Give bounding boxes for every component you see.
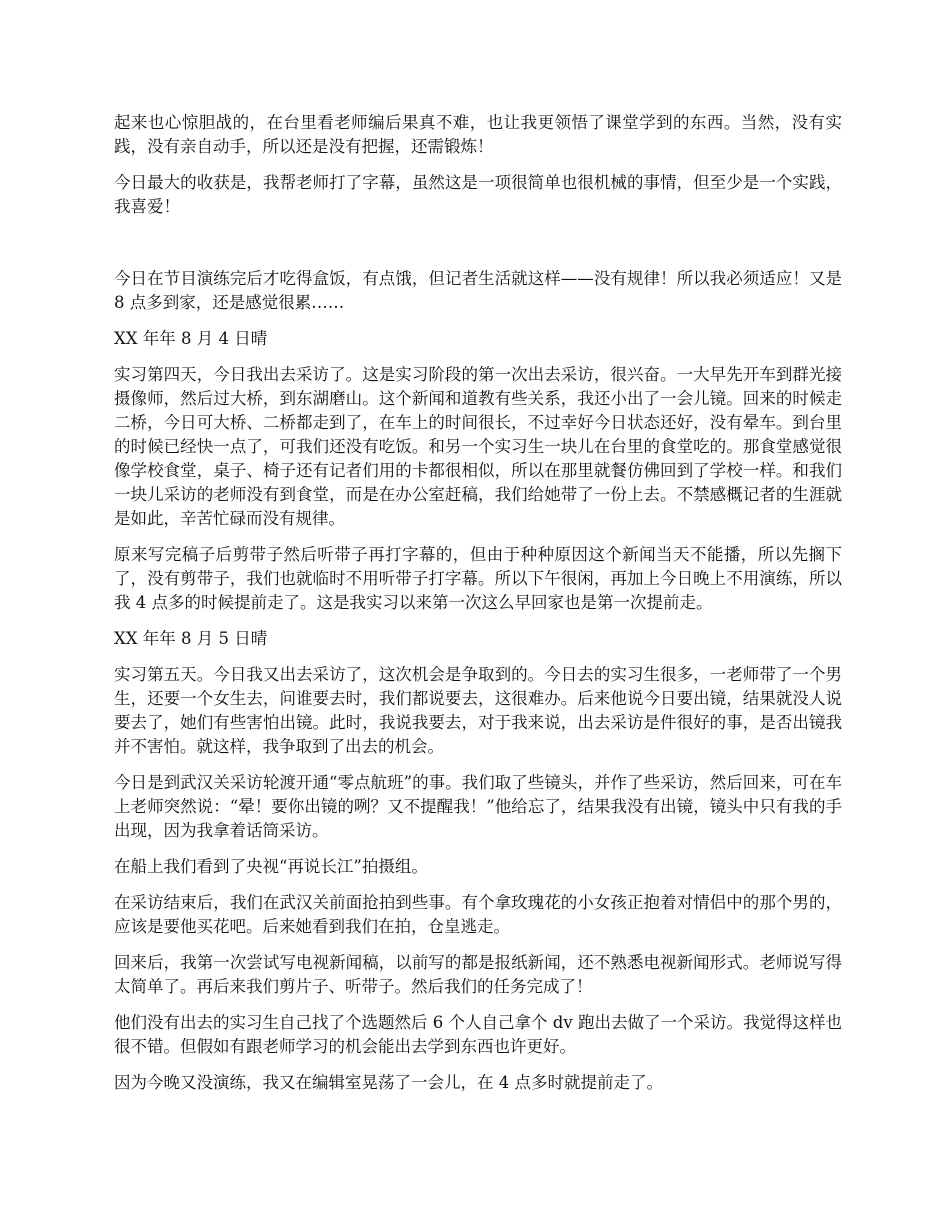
paragraph: 实习第五天。今日我又出去采访了，这次机会是争取到的。今日去的实习生很多，一老师带了一个男生，还要一个女生去，问谁要去时，我们都说要去，这很难办。后来他说今日要出镜，结果就没人说要去了，她们有些害怕出镜。此时，我说我要去，对于我来说，出去采访是件很好的事，是否出镜我并不害怕。就这样，我争取到了出去的机会。 [114, 665, 842, 756]
paragraph: 因为今晚又没演练，我又在编辑室晃荡了一会儿，在 4 点多时就提前走了。 [114, 1073, 663, 1092]
paragraph: 回来后，我第一次尝试写电视新闻稿，以前写的都是报纸新闻，还不熟悉电视新闻形式。老师说写得太简单了。再后来我们剪片子、听带子。然后我们的任务完成了！ [114, 953, 842, 996]
date-heading: XX 年年 8 月 5 日晴 [114, 629, 268, 648]
paragraph: 他们没有出去的实习生自己找了个选题然后 6 个人自己拿个 dv 跑出去做了一个采访。我觉得这样也很不错。但假如有跟老师学习的机会能出去学到东西也许更好。 [114, 1013, 842, 1056]
document-body [114, 111, 842, 1107]
paragraph: 今日在节目演练完后才吃得盒饭，有点饿，但记者生活就这样——没有规律！所以我必须适应！又是 8 点多到家，还是感觉很累…… [114, 269, 842, 312]
paragraph: 起来也心惊胆战的，在台里看老师编后果真不难，也让我更领悟了课堂学到的东西。当然，没有实践，没有亲自动手，所以还是没有把握，还需锻炼！ [114, 113, 842, 156]
paragraph: 实习第四天，今日我出去采访了。这是实习阶段的第一次出去采访，很兴奋。一大早先开车到群光接摄像师，然后过大桥，到东湖磨山。这个新闻和道教有些关系，我还小出了一会儿镜。回来的时候走二桥，今日可大桥、二桥都走到了，在车上的时间很长，不过幸好今日状态还好，没有晕车。到台里的时候已经快一点了，可我们还没有吃饭。和另一个实习生一块儿在台里的食堂吃的。那食堂感觉很像学校食堂，桌子、椅子还有记者们用的卡都很相似，所以在那里就餐仿佛回到了学校一样。和我们一块儿采访的老师没有到食堂，而是在办公室赶稿，我们给她带了一份上去。不禁感概记者的生涯就是如此，辛苦忙碌而没有规律。 [114, 365, 842, 528]
blank-gap [114, 231, 842, 267]
paragraph: 今日是到武汉关采访轮渡开通“零点航班”的事。我们取了些镜头，并作了些采访，然后回来，可在车上老师突然说：“晕！要你出镜的咧？又不提醒我！”他给忘了，结果我没有出镜，镜头中只有我的手出现，因为我拿着话筒采访。 [114, 773, 842, 840]
paragraph: 在采访结束后，我们在武汉关前面抢拍到些事。有个拿玫瑰花的小女孩正抱着对情侣中的那个男的，应该是要他买花吧。后来她看到我们在拍，仓皇逃走。 [114, 893, 842, 936]
paragraph: 在船上我们看到了央视“再说长江”拍摄组。 [114, 857, 428, 876]
date-heading: XX 年年 8 月 4 日晴 [114, 329, 268, 348]
paragraph: 原来写完稿子后剪带子然后听带子再打字幕的，但由于种种原因这个新闻当天不能播，所以先搁下了，没有剪带子，我们也就临时不用听带子打字幕。所以下午很闲，再加上今日晚上不用演练，所以我 4 点多的时候提前走了。这是我实习以来第一次这么早回家也是第一次提前走。 [114, 545, 842, 612]
paragraph: 今日最大的收获是，我帮老师打了字幕，虽然这是一项很简单也很机械的事情，但至少是一个实践，我喜爱！ [114, 173, 842, 216]
